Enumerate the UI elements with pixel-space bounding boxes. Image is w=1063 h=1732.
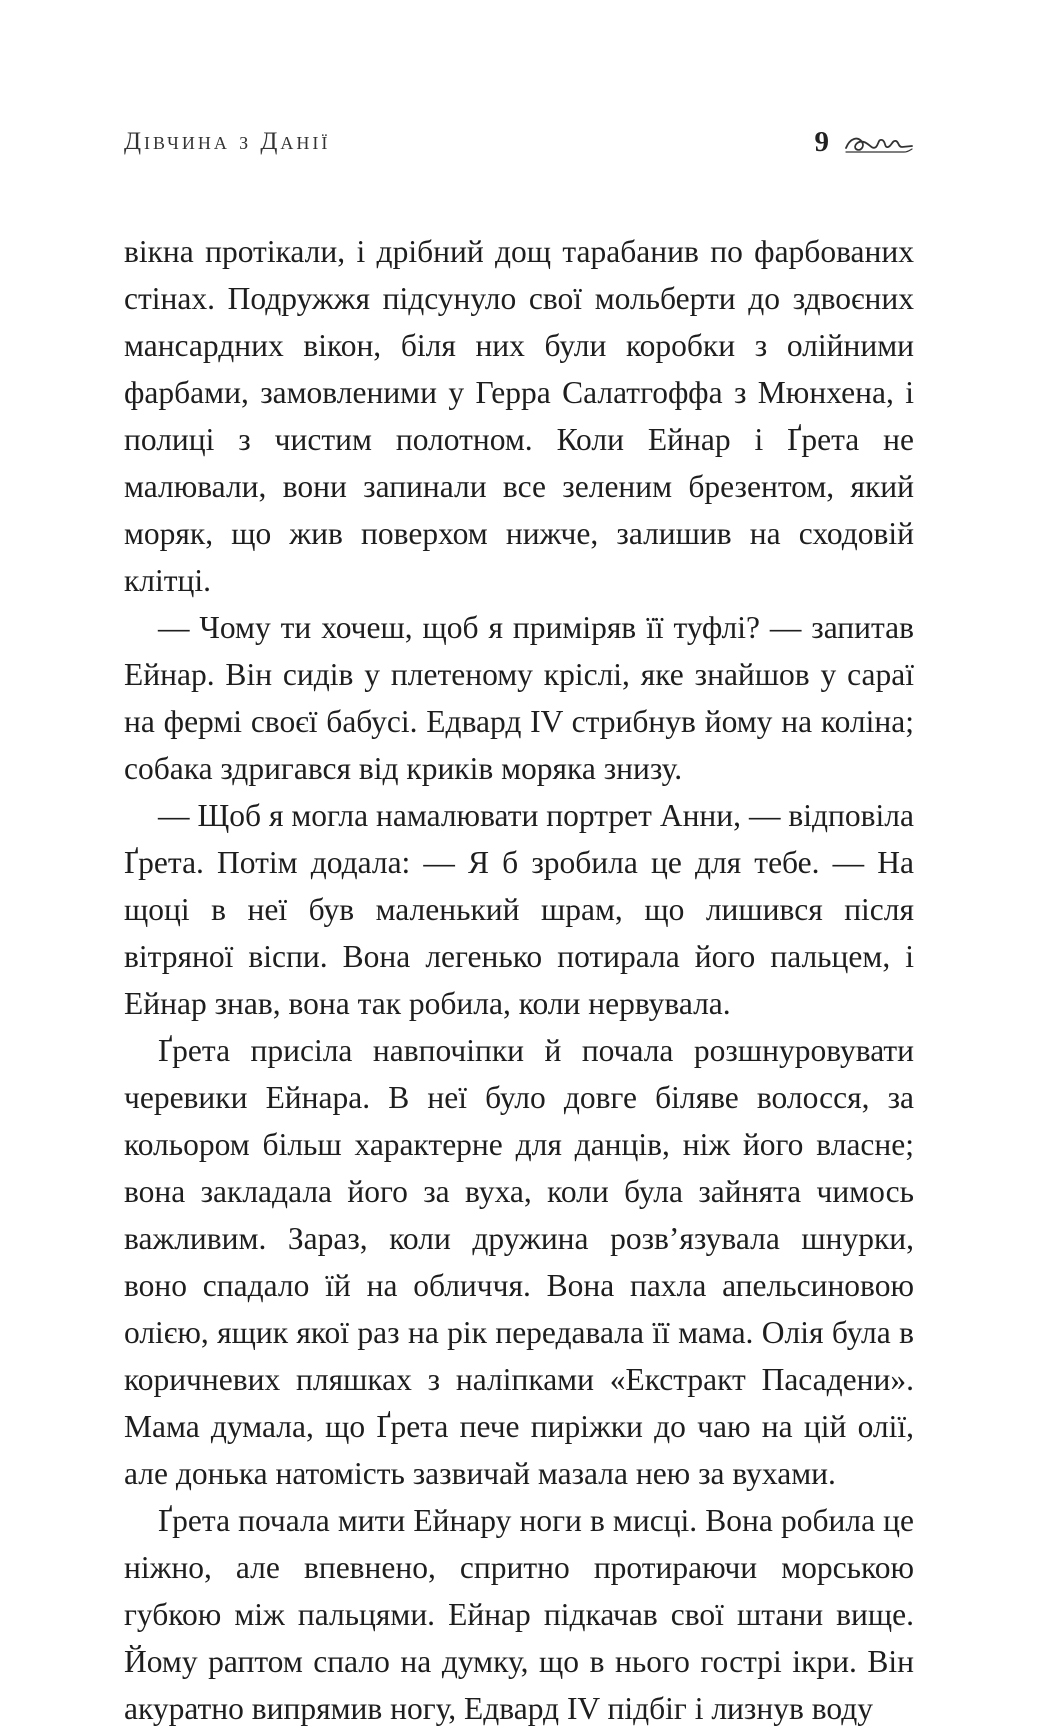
paragraph-2: — Чому ти хочеш, щоб я приміряв її туфлі? — запитав Ейнар. Він сидів у плетеному кріслі, яке знайшов у сараї на фермі своєї бабусі. Едвард IV стрибнув йому на коліна; собака здригався від криків моряка знизу.	[124, 610, 914, 786]
page-number: 9	[814, 126, 829, 158]
paragraph-3: — Щоб я могла намалювати портрет Анни, — відповіла Ґрета. Потім додала: — Я б зробила це для тебе. — На щоці в неї був маленький шрам, що лишився після вітряної віспи. Вона легенько потирала його пальцем, і Ейнар знав, вона так робила, коли нервувала.	[124, 798, 914, 1021]
paragraph-4: Ґрета присіла навпочіпки й почала розшнуровувати черевики Ейнара. В неї було довге біляве волосся, за кольором більш характерне для данців, ніж його власне; вона закладала його за вуха, коли була зайнята чимось важливим. Зараз, коли дружина розв’язувала шнурки, воно спадало їй на обличчя. Вона пахла апельсиновою олією, ящик якої раз на рік передавала її мама. Олія була в коричневих пляшках з наліпками «Екстракт Пасадени». Мама думала, що Ґрета пече пиріжки до чаю на цій олії, але донька натомість зазвичай мазала нею за вухами.	[124, 1033, 914, 1491]
flourish-ornament-icon	[842, 130, 914, 158]
running-header	[124, 128, 914, 168]
paragraph-1: вікна протікали, і дрібний дощ тарабанив по фарбованих стінах. Подружжя підсунуло свої мольберти до здвоєних мансардних вікон, біля них були коробки з олійними фарбами, замовленими у Герра Салатгоффа з Мюнхена, і полиці з чистим полотном. Коли Ейнар і Ґрета не малювали, вони запинали все зеленим брезентом, який моряк, що жив поверхом нижче, залишив на сходовій клітці.	[124, 234, 914, 598]
paragraph-5: Ґрета почала мити Ейнару ноги в мисці. Вона робила це ніжно, але впевнено, спритно протираючи морською губкою між пальцями. Ейнар підкачав свої штани вище. Йому раптом спало на думку, що в нього гострі ікри. Він акуратно випрямив ногу, Едвард IV підбіг і лизнув воду	[124, 1503, 914, 1726]
running-title: Дівчина з Данії	[124, 128, 331, 155]
body-text	[124, 228, 914, 1732]
